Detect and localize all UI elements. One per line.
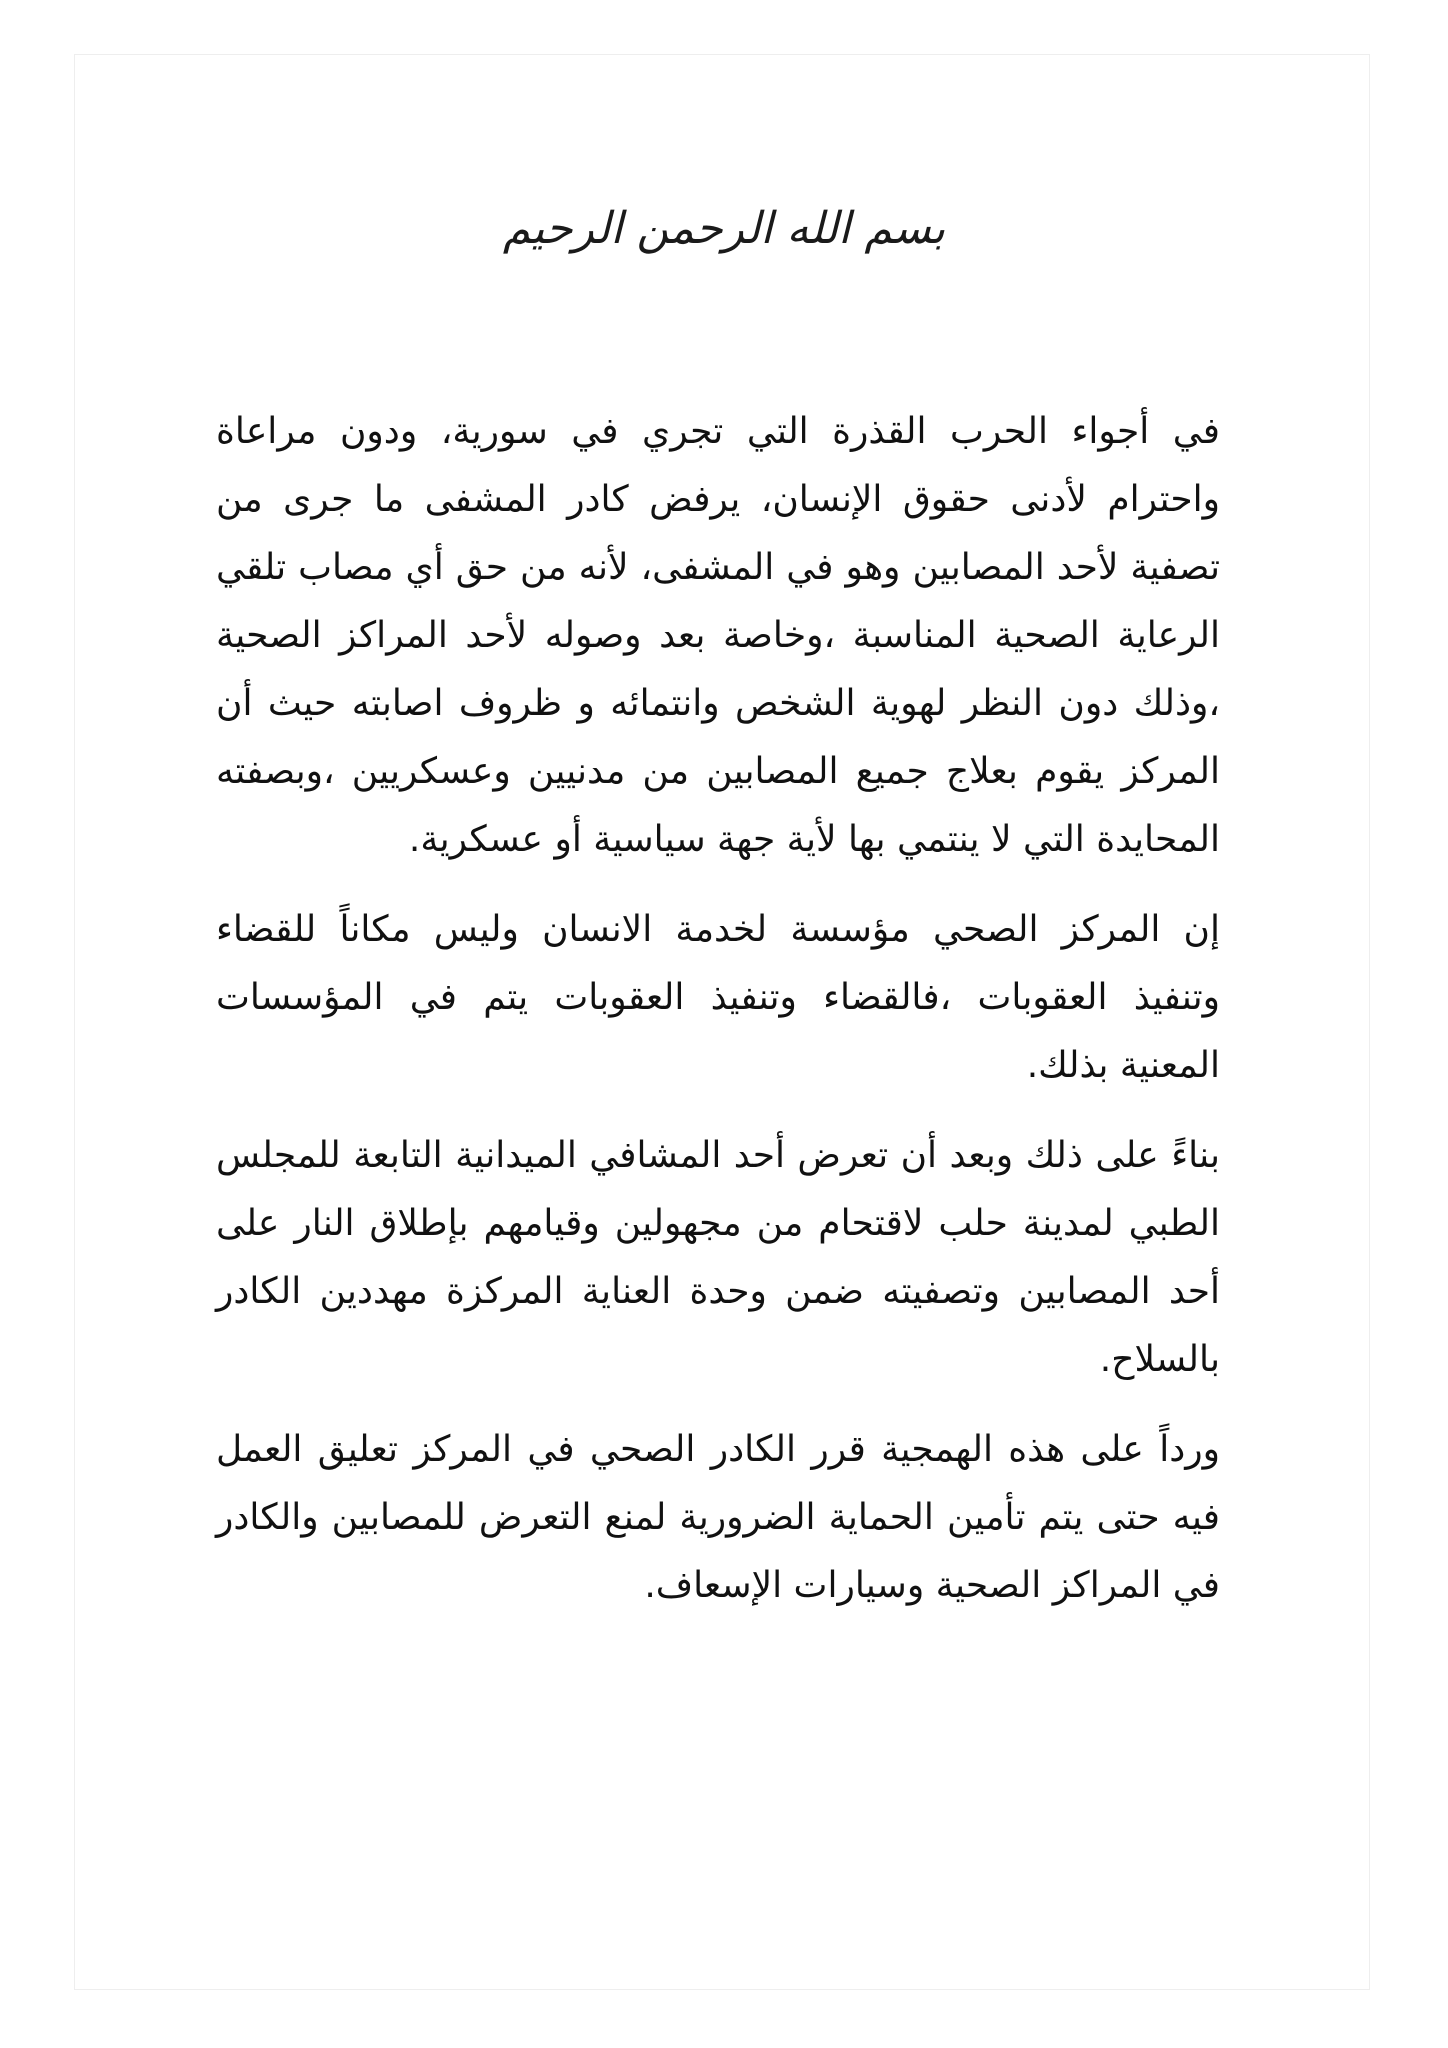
document-body bbox=[216, 398, 1220, 1642]
paragraph-2: إن المركز الصحي مؤسسة لخدمة الانسان وليس مكاناً للقضاء وتنفيذ العقوبات ،فالقضاء وتنفيذ العقوبات يتم في المؤسسات المعنية بذلك. bbox=[216, 909, 1220, 1086]
paragraph-4: ورداً على هذه الهمجية قرر الكادر الصحي في المركز تعليق العمل فيه حتى يتم تأمين الحماية الضرورية لمنع التعرض للمصابين والكادر في المراكز الصحية وسيارات الإسعاف. bbox=[216, 1429, 1220, 1606]
paragraph-3: بناءً على ذلك وبعد أن تعرض أحد المشافي الميدانية التابعة للمجلس الطبي لمدينة حلب لاقتحام من مجهولين وقيامهم بإطلاق النار على أحد المصابين وتصفيته ضمن وحدة العناية المركزة مهددين الكادر بالسلاح. bbox=[216, 1135, 1220, 1380]
basmala-heading: بسم الله الرحمن الرحيم bbox=[502, 203, 946, 254]
paragraph-1: في أجواء الحرب القذرة التي تجري في سورية، ودون مراعاة واحترام لأدنى حقوق الإنسان، يرفض كادر المشفى ما جرى من تصفية لأحد المصابين وهو في المشفى، لأنه من حق أي مصاب تلقي الرعاية الصحية المناسبة ،وخاصة بعد وصوله لأحد المراكز الصحية ،وذلك دون النظر لهوية الشخص وانتمائه و ظروف اصابته حيث أن المركز يقوم بعلاج جميع المصابين من مدنيين وعسكريين ،وبصفته المحايدة التي لا ينتمي بها لأية جهة سياسية أو عسكرية. bbox=[216, 411, 1220, 860]
